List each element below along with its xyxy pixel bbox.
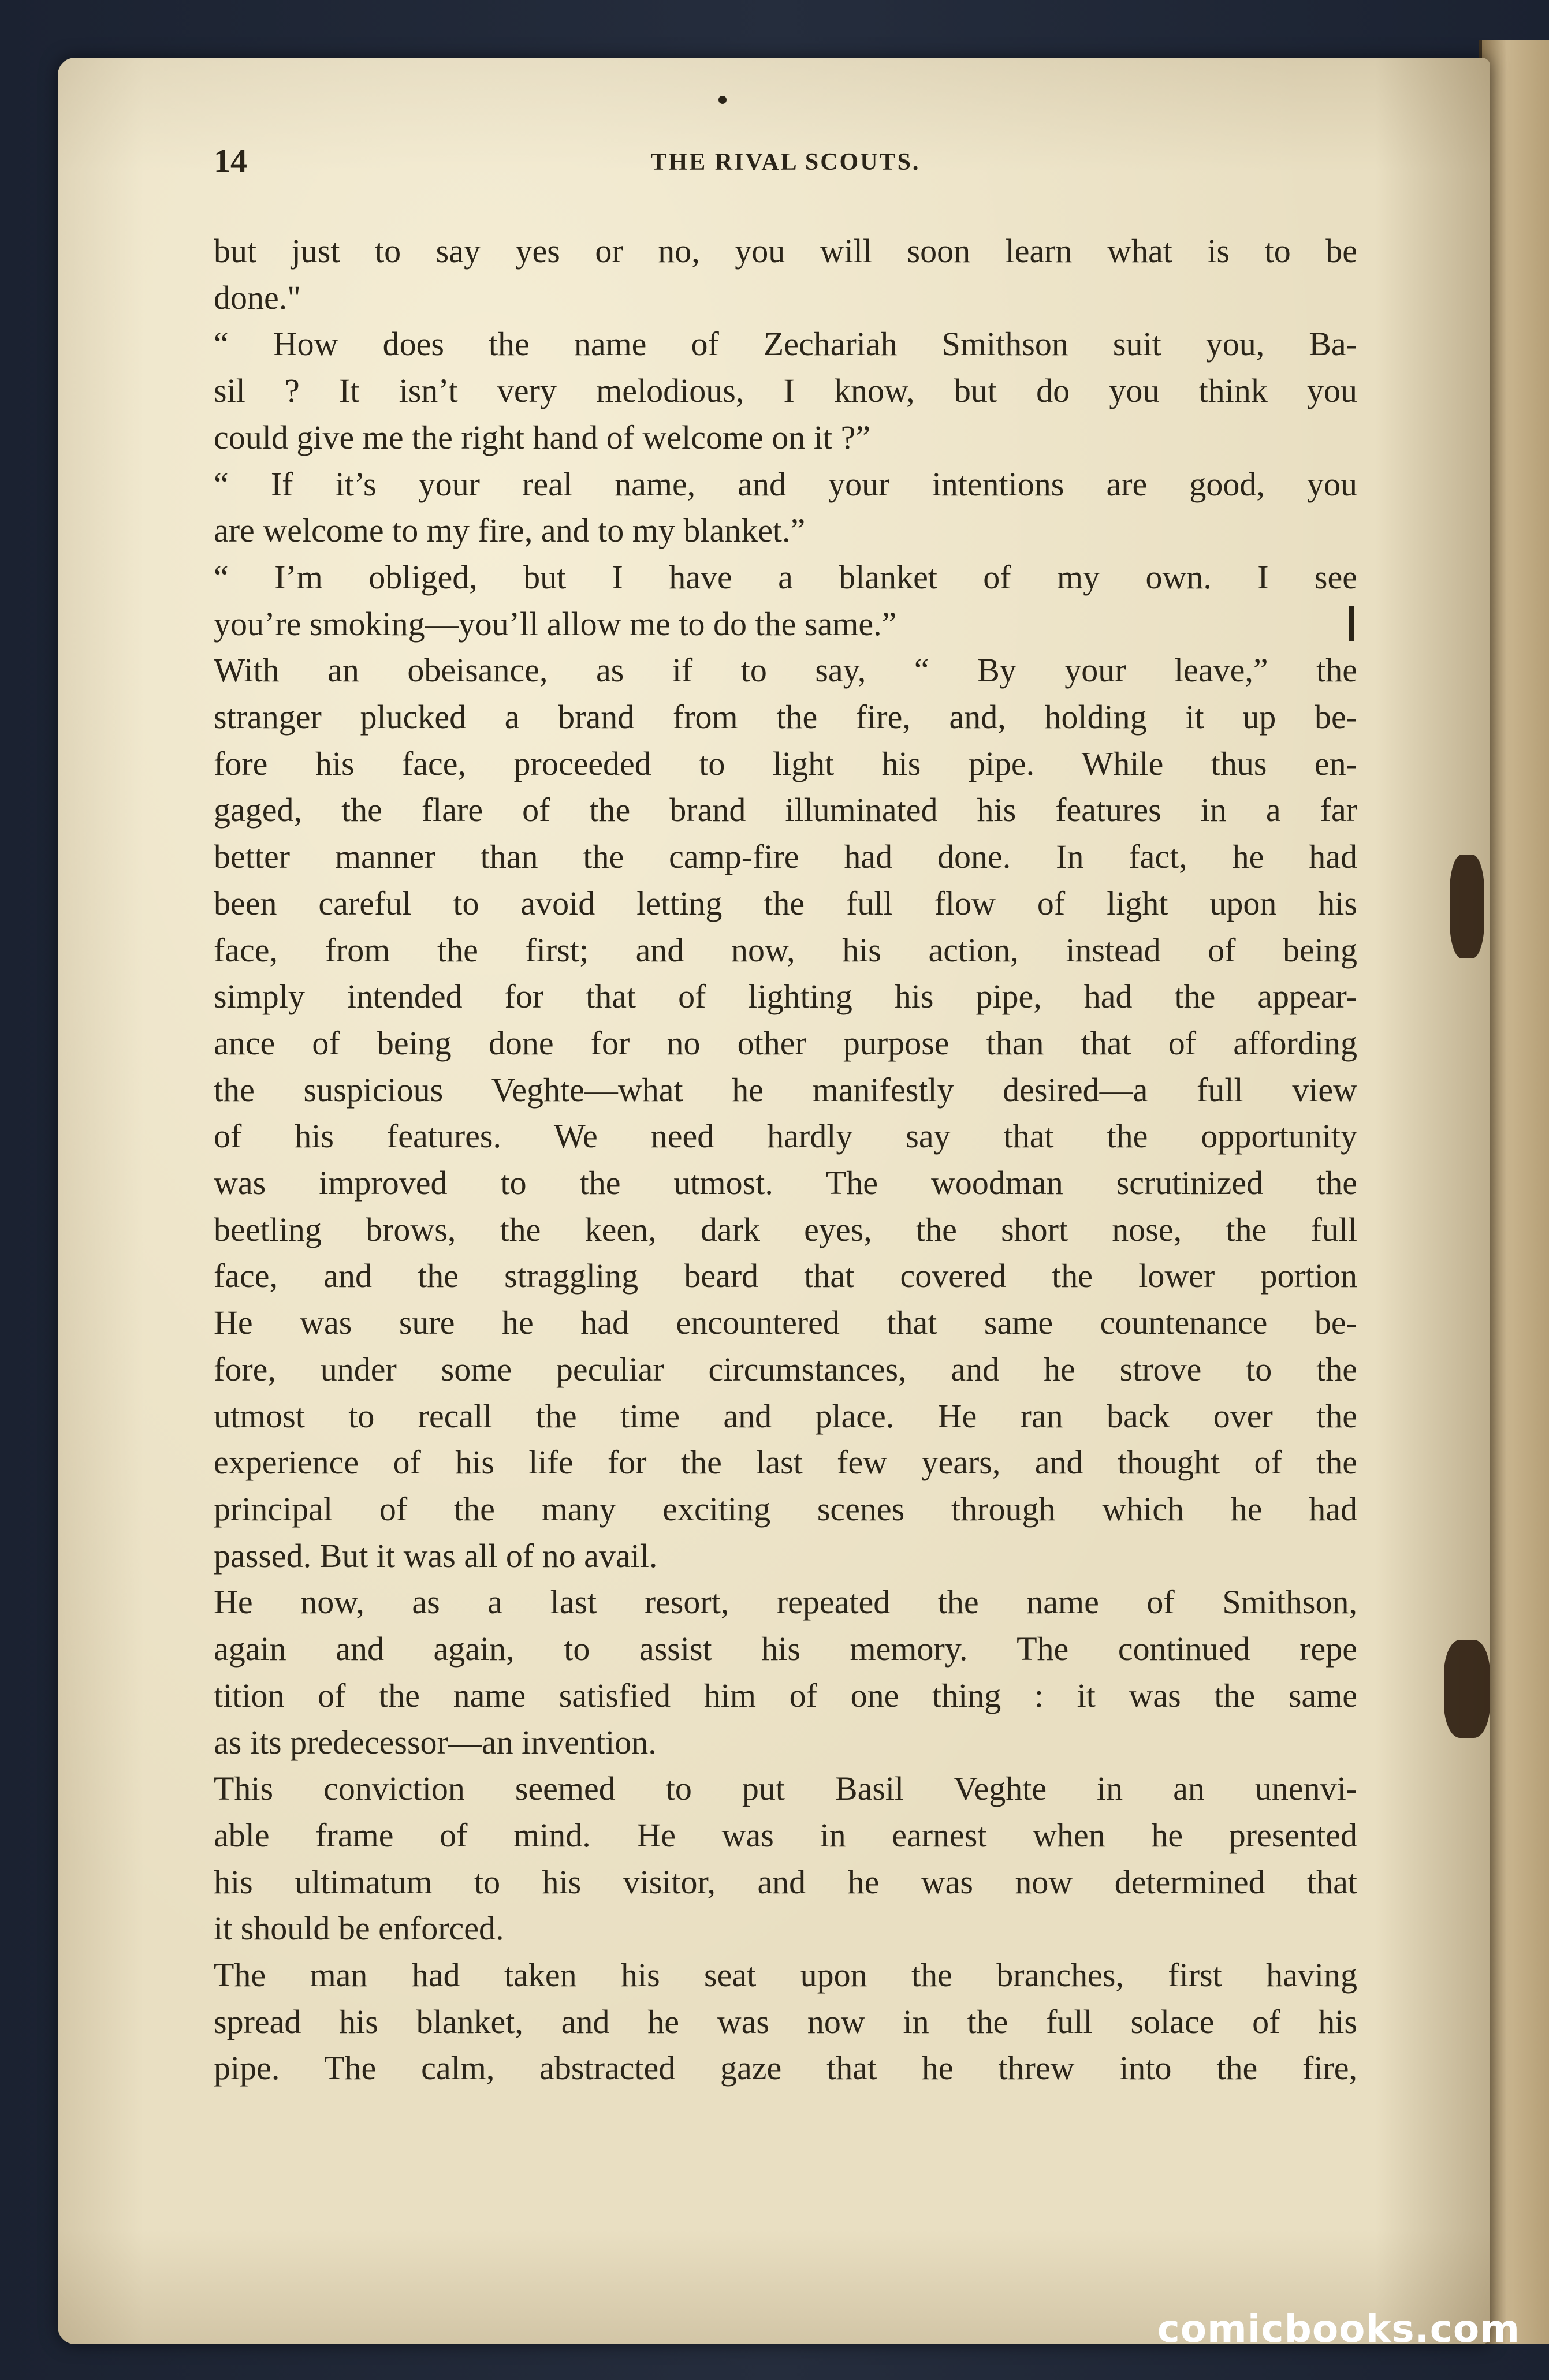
text-line: you’re smoking—you’ll allow me to do the same.”: [214, 605, 897, 643]
text-line: He now, as a last resort, repeated the name of Smithson,: [214, 1583, 1357, 1621]
text-line: utmost to recall the time and place. He ran back over the: [214, 1397, 1357, 1435]
text-line: ance of being done for no other purpose than that of affording: [214, 1024, 1357, 1062]
binding-stain: [1444, 1640, 1490, 1738]
binding-stain: [1450, 855, 1484, 958]
text-line: it should be enforced.: [214, 1909, 504, 1948]
text-line: stranger plucked a brand from the fire, and, holding it up be-: [214, 698, 1357, 736]
text-line: This conviction seemed to put Basil Veghte in an unenvi-: [214, 1770, 1357, 1808]
text-line: sil ? It isn’t very melodious, I know, but do you think you: [214, 372, 1357, 410]
text-line: fore, under some peculiar circumstances, and he strove to the: [214, 1350, 1357, 1388]
text-line: again and again, to assist his memory. The continued repe: [214, 1630, 1357, 1668]
text-line: “ I’m obliged, but I have a blanket of my own. I see: [214, 558, 1357, 596]
text-line: “ If it’s your real name, and your intentions are good, you: [214, 465, 1357, 503]
text-line: spread his blanket, and he was now in the full solace of his: [214, 2002, 1357, 2040]
text-line: face, from the first; and now, his action, instead of being: [214, 931, 1357, 969]
text-line: With an obeisance, as if to say, “ By your leave,” the: [214, 651, 1357, 689]
printer-dot: [718, 96, 727, 104]
text-line: able frame of mind. He was in earnest when he presented: [214, 1816, 1357, 1854]
margin-mark: [1349, 606, 1354, 641]
text-line: could give me the right hand of welcome on it ?”: [214, 418, 871, 456]
text-line: beetling brows, the keen, dark eyes, the short nose, the full: [214, 1210, 1357, 1248]
text-line: are welcome to my fire, and to my blanket.”: [214, 512, 806, 550]
text-line: principal of the many exciting scenes through which he had: [214, 1490, 1357, 1528]
text-line: better manner than the camp-fire had done. In fact, he had: [214, 838, 1357, 876]
text-line: tition of the name satisfied him of one thing : it was the same: [214, 1676, 1357, 1714]
text-line: as its predecessor—an invention.: [214, 1723, 657, 1761]
text-line: He was sure he had encountered that same countenance be-: [214, 1304, 1357, 1342]
text-line: the suspicious Veghte—what he manifestly desired—a full view: [214, 1070, 1357, 1109]
watermark: comicbooks.com: [1157, 2307, 1520, 2351]
text-line: his ultimatum to his visitor, and he was now determined that: [214, 1863, 1357, 1901]
body-text: [214, 228, 1357, 2092]
text-line: been careful to avoid letting the full flow of light upon his: [214, 884, 1357, 922]
text-line: but just to say yes or no, you will soon learn what is to be: [214, 232, 1357, 270]
text-line: simply intended for that of lighting his pipe, had the appear-: [214, 978, 1357, 1016]
page-header: [214, 141, 1357, 188]
page-number: 14: [214, 142, 247, 180]
text-line: done.": [214, 278, 301, 316]
text-line: of his features. We need hardly say that the opportunity: [214, 1117, 1357, 1155]
text-line: gaged, the flare of the brand illuminated his features in a far: [214, 791, 1357, 829]
text-line: “ How does the name of Zechariah Smithson suit you, Ba-: [214, 325, 1357, 363]
text-line: pipe. The calm, abstracted gaze that he threw into the fire,: [214, 2049, 1357, 2087]
text-line: fore his face, proceeded to light his pipe. While thus en-: [214, 744, 1357, 782]
text-line: experience of his life for the last few years, and thought of the: [214, 1443, 1357, 1482]
text-line: was improved to the utmost. The woodman scrutinized the: [214, 1164, 1357, 1202]
text-line: face, and the straggling beard that covered the lower portion: [214, 1257, 1357, 1295]
text-line: The man had taken his seat upon the branches, first having: [214, 1956, 1357, 1994]
text-line: passed. But it was all of no avail.: [214, 1536, 658, 1575]
running-head: THE RIVAL SCOUTS.: [650, 149, 921, 176]
